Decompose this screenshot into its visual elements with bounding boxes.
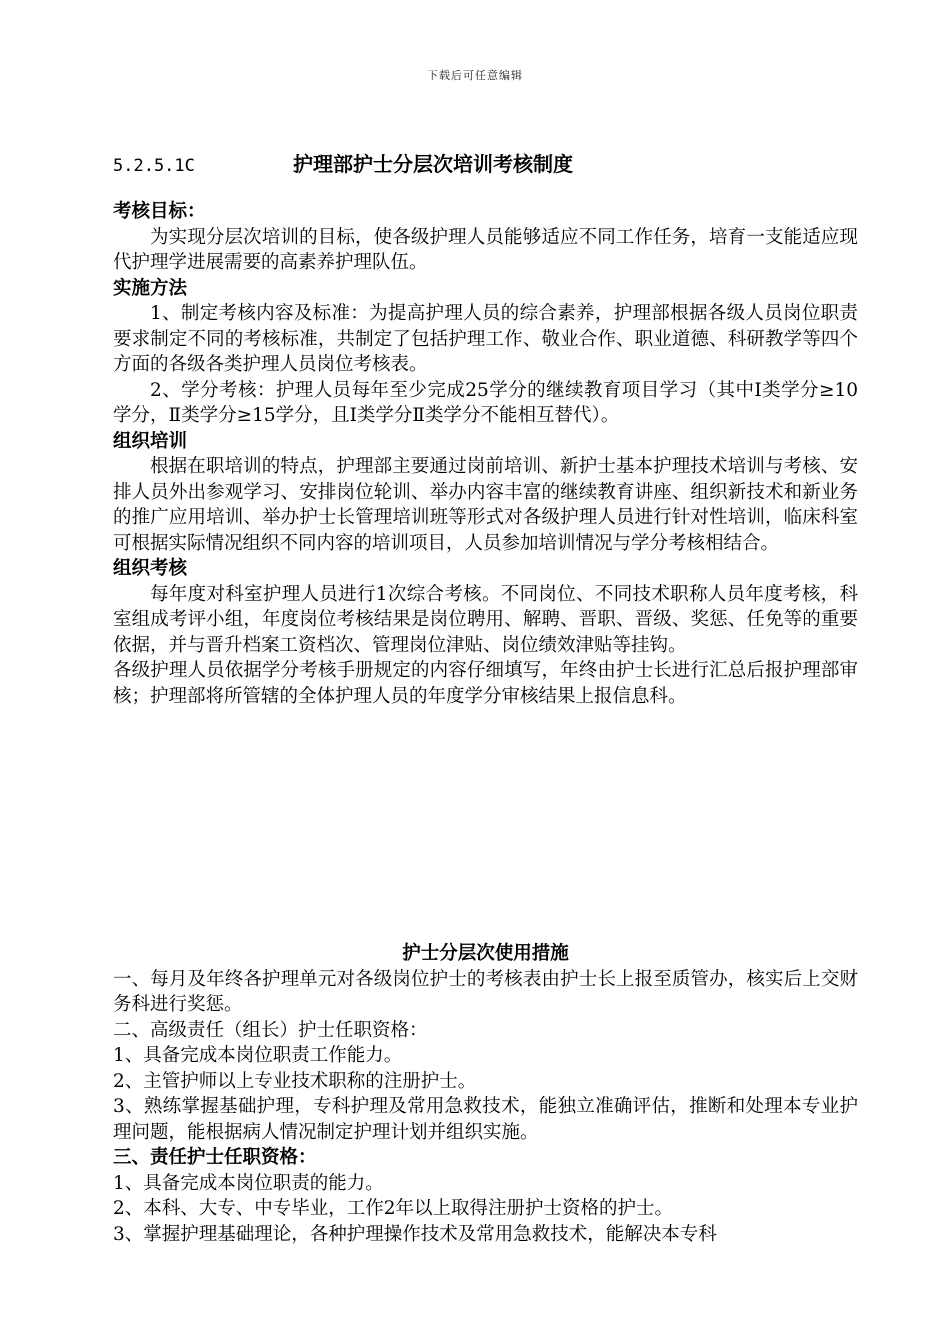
assessment-paragraph-2: 各级护理人员依据学分考核手册规定的内容仔细填写，年终由护士长进行汇总后报护理部审核；护理部将所管辖的全体护理人员的年度学分审核结果上报信息科。 [113,660,858,707]
method-paragraph-1: 1、制定考核内容及标准：为提高护理人员的综合素养，护理部根据各级人员岗位职责要求制定不同的考核标准，共制定了包括护理工作、敬业合作、职业道德、科研教学等四个方面的各级各类护理人员岗位考核表。 [113,303,858,375]
document-title-text: 护理部护士分层次培训考核制度 [293,152,573,176]
section-training-assessment [113,199,858,709]
usage-item-3-2: 2、本科、大专、中专毕业，工作2年以上取得注册护士资格的护士。 [113,1198,674,1219]
usage-heading: 护士分层次使用措施 [402,943,569,964]
method-heading: 实施方法 [113,277,188,299]
training-paragraph: 根据在职培训的特点，护理部主要通过岗前培训、新护士基本护理技术培训与考核、安排人员外出参观学习、安排岗位轮训、举办内容丰富的继续教育讲座、组织新技术和新业务的推广应用培训、举办护士长管理培训班等形式对各级护理人员进行针对性培训，临床科室可根据实际情况组织不同内容的培训项目，人员参加培训情况与学分考核相结合。 [113,456,858,554]
training-heading: 组织培训 [113,430,188,452]
goal-paragraph: 为实现分层次培训的目标，使各级护理人员能够适应不同工作任务，培育一支能适应现代护理学进展需要的高素养护理队伍。 [113,226,858,273]
header-note: 下载后可任意编辑 [427,69,523,82]
document-title [113,148,573,177]
usage-item-1: 一、每月及年终各护理单元对各级岗位护士的考核表由护士长上报至质管办，核实后上交财务科进行奖惩。 [113,968,858,1015]
usage-item-2: 二、高级责任（组长）护士任职资格： [113,1019,428,1041]
usage-item-3-3: 3、掌握护理基础理论，各种护理操作技术及常用急救技术，能解决本专科 [113,1223,717,1245]
usage-item-3-1: 1、具备完成本岗位职责的能力。 [113,1172,384,1194]
section-usage-measures [113,941,858,1247]
usage-item-3: 三、责任护士任职资格： [113,1147,317,1168]
usage-item-2-2: 2、主管护师以上专业技术职称的注册护士。 [113,1070,477,1092]
assessment-paragraph-1: 每年度对科室护理人员进行1次综合考核。不同岗位、不同技术职称人员年度考核，科室组成考评小组，年度岗位考核结果是岗位聘用、解聘、晋职、晋级、奖惩、任免等的重要依据，并与晋升档案工资档次、管理岗位津贴、岗位绩效津贴等挂钩。 [113,583,858,656]
method-paragraph-2: 2、学分考核：护理人员每年至少完成25学分的继续教育项目学习（其中Ⅰ类学分≥10学分，Ⅱ类学分≥15学分，且Ⅰ类学分Ⅱ类学分不能相互替代）。 [113,379,858,426]
document-code: 5.2.5.1C [113,156,195,176]
goal-heading: 考核目标： [113,201,206,222]
assessment-heading: 组织考核 [113,558,188,579]
usage-item-2-1: 1、具备完成本岗位职责工作能力。 [113,1045,403,1066]
usage-item-2-3: 3、熟练掌握基础护理，专科护理及常用急救技术，能独立准确评估，推断和处理本专业护理问题，能根据病人情况制定护理计划并组织实施。 [113,1096,858,1143]
